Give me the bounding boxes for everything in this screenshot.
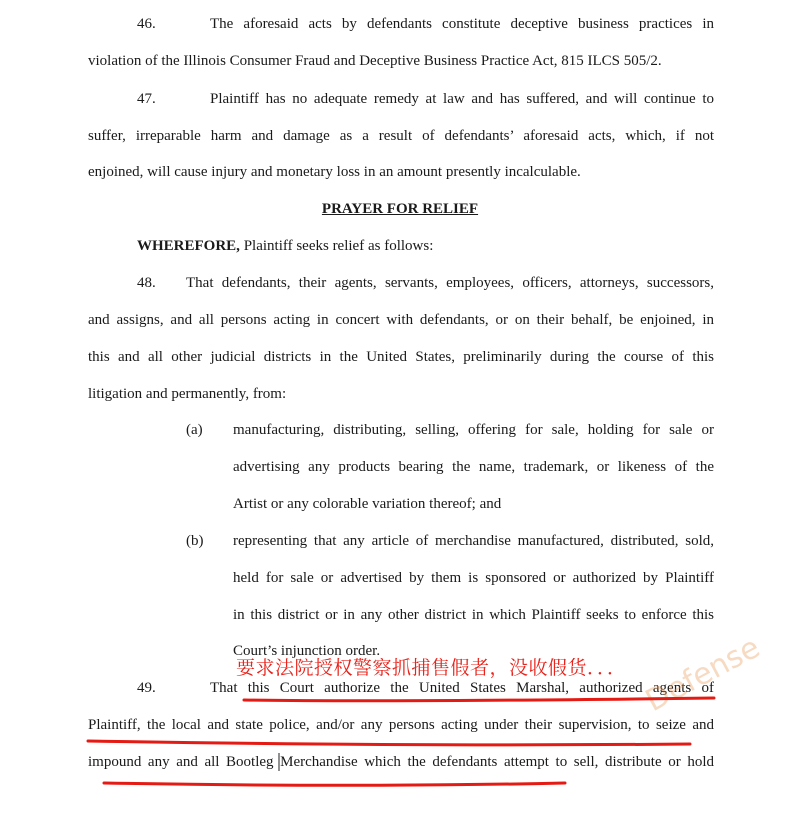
paragraph-text: impound any and all Bootleg Merchandise which the defendants attempt to sell, distribute or hold (88, 754, 714, 770)
section-heading: PRAYER FOR RELIEF (321, 201, 479, 217)
paragraph-number: 47. (137, 91, 156, 107)
paragraph-text: and assigns, and all persons acting in concert with defendants, or on their behalf, be enjoined, in (88, 312, 714, 328)
paragraph-text: That defendants, their agents, servants, employees, officers, attorneys, successors, (186, 275, 714, 291)
underline-mark (104, 783, 565, 785)
list-item-text: Court’s injunction order. (233, 643, 381, 659)
paragraph-text: Plaintiff has no adequate remedy at law and has suffered, and will continue to (210, 91, 714, 107)
paragraph-text: suffer, irreparable harm and damage as a result of defendants’ aforesaid acts, which, if not (88, 128, 714, 144)
handwritten-annotation: 要求法院授权警察抓捕售假者，没收假货．．． (236, 657, 627, 679)
paragraph-number: 46. (137, 16, 156, 32)
paragraph-text: litigation and permanently, from: (88, 386, 287, 402)
watermark: Defense (640, 629, 766, 719)
list-item-label: (a) (186, 422, 203, 438)
underline-mark (88, 741, 690, 745)
paragraph-number: 49. (137, 680, 156, 696)
paragraph-text: this and all other judicial districts in the United States, preliminarily during the course of this (88, 349, 714, 365)
wherefore-rest: Plaintiff seeks relief as follows: (239, 238, 434, 254)
list-item-text: representing that any article of merchandise manufactured, distributed, sold, (233, 533, 714, 549)
list-item-label: (b) (186, 533, 204, 549)
list-item-text: advertising any products bearing the name, trademark, or likeness of the (233, 459, 714, 475)
paragraph-text: Plaintiff, the local and state police, and/or any persons acting under their supervision, to seize and (88, 717, 714, 733)
list-item-text: manufacturing, distributing, selling, offering for sale, holding for sale or (233, 422, 714, 438)
paragraph-text: The aforesaid acts by defendants constitute deceptive business practices in (210, 16, 714, 32)
paragraph-text: violation of the Illinois Consumer Fraud and Deceptive Business Practice Act, 815 ILCS 505/2. (88, 53, 662, 69)
list-item-text: in this district or in any other district in which Plaintiff seeks to enforce this (233, 607, 714, 623)
underline-mark (244, 698, 714, 701)
list-item-text: held for sale or advertised by them is sponsored or authorized by Plaintiff (233, 570, 714, 586)
paragraph-text: enjoined, will cause injury and monetary loss in an amount presently incalculable. (88, 164, 581, 180)
list-item-text: Artist or any colorable variation thereof; and (233, 496, 502, 512)
paragraph-number: 48. (137, 275, 156, 291)
paragraph-text: That this Court authorize the United States Marshal, authorized agents of (210, 680, 714, 696)
wherefore-bold: WHEREFORE, (137, 238, 240, 254)
